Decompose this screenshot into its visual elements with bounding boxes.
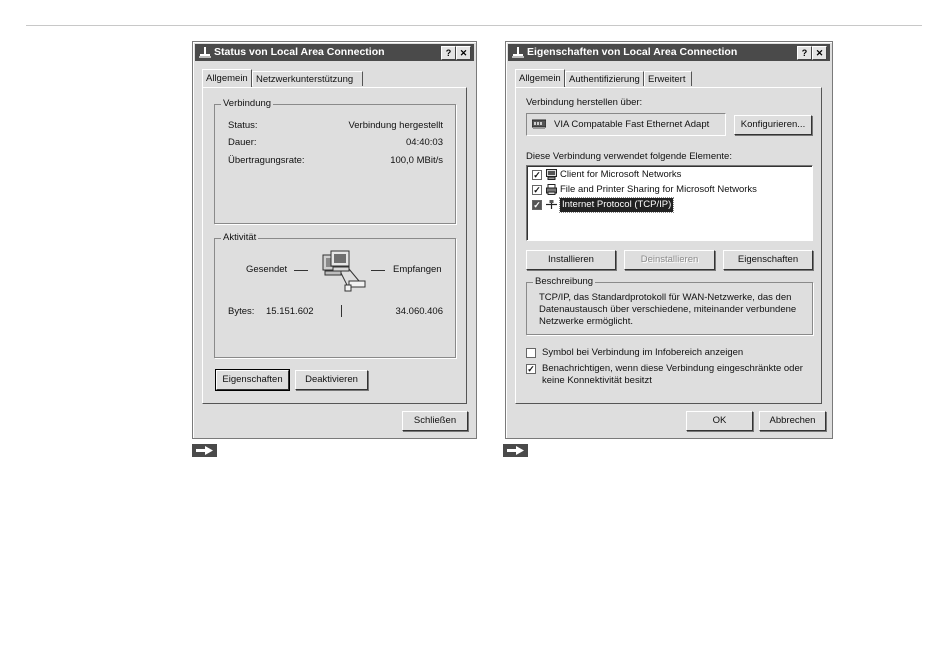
help-button[interactable]: ?: [797, 46, 812, 60]
deactivate-button[interactable]: Deaktivieren: [295, 370, 368, 390]
tab-authentifizierung[interactable]: Authentifizierung: [565, 71, 644, 86]
connection-group-label: Verbindung: [223, 98, 272, 109]
component-label: Internet Protocol (TCP/IP): [562, 199, 672, 210]
status-dialog-title: Status von Local Area Connection: [214, 46, 385, 58]
adapter-box: [526, 113, 726, 136]
network-connection-icon: [512, 47, 524, 58]
description-group-label: Beschreibung: [535, 276, 594, 287]
notify-label: Benachrichtigen, wenn diese Verbindung eingeschränkte oder keine Konnektivität besitzt: [542, 363, 803, 386]
component-label: File and Printer Sharing for Microsoft Networks: [560, 184, 757, 195]
close-icon[interactable]: ✕: [456, 46, 471, 60]
received-label: Empfangen: [393, 264, 442, 275]
close-icon[interactable]: ✕: [812, 46, 827, 60]
tab-netzwerkunterstuetzung[interactable]: Netzwerkunterstützung: [252, 71, 363, 86]
bytes-received-value: 34.060.406: [395, 306, 443, 317]
properties-tab-panel: [515, 87, 822, 404]
duration-value: 04:40:03: [406, 137, 443, 148]
component-checkbox[interactable]: ✓: [533, 200, 541, 210]
component-checkbox[interactable]: ✓: [533, 185, 541, 195]
arrow-right-icon: [192, 444, 217, 457]
description-text: TCP/IP, das Standardprotokoll für WAN-Netzwerke, das den Datenaustausch über verschiedene, miteinander verbundene Netzwerke ermöglicht.: [539, 292, 797, 327]
component-label: Client for Microsoft Networks: [560, 169, 682, 180]
components-label: Diese Verbindung verwendet folgende Elemente:: [526, 151, 732, 162]
activity-computers-icon: [321, 249, 367, 295]
components-list: [526, 165, 813, 241]
header-rule: [26, 25, 922, 26]
tab-allgemein[interactable]: Allgemein: [202, 69, 252, 87]
status-dialog: [192, 41, 477, 439]
status-value: Verbindung hergestellt: [348, 120, 443, 131]
connection-group: [214, 98, 456, 224]
printer-sharing-icon: [546, 184, 557, 195]
speed-value: 100,0 MBit/s: [390, 155, 443, 166]
properties-dialog-title: Eigenschaften von Local Area Connection: [527, 46, 738, 58]
description-group: [526, 276, 813, 335]
status-tab-panel: [202, 87, 467, 404]
tab-erweitert[interactable]: Erweitert: [644, 71, 692, 86]
connect-using-label: Verbindung herstellen über:: [526, 97, 643, 108]
status-label: Status:: [228, 120, 258, 131]
show-icon-checkbox[interactable]: [526, 348, 536, 358]
component-properties-button[interactable]: Eigenschaften: [723, 250, 813, 270]
bytes-sent-value: 15.151.602: [266, 306, 314, 317]
bytes-divider: [341, 305, 342, 317]
received-line: [371, 270, 385, 271]
cancel-button[interactable]: Abbrechen: [759, 411, 826, 431]
network-connection-icon: [199, 47, 211, 58]
duration-label: Dauer:: [228, 137, 257, 148]
close-button[interactable]: Schließen: [402, 411, 468, 431]
configure-button[interactable]: Konfigurieren...: [734, 115, 812, 135]
properties-dialog: [505, 41, 833, 439]
properties-dialog-titlebar[interactable]: [508, 44, 830, 61]
notify-checkbox[interactable]: ✓: [527, 364, 535, 374]
sent-line: [294, 270, 308, 271]
properties-button[interactable]: Eigenschaften: [216, 370, 289, 390]
activity-group: [214, 232, 456, 358]
show-icon-label: Symbol bei Verbindung im Infobereich anzeigen: [542, 347, 744, 358]
adapter-name: VIA Compatable Fast Ethernet Adapt: [554, 119, 710, 130]
sent-label: Gesendet: [246, 264, 288, 275]
bytes-label: Bytes:: [228, 306, 255, 317]
status-dialog-titlebar[interactable]: [195, 44, 474, 61]
help-button[interactable]: ?: [441, 46, 456, 60]
uninstall-button[interactable]: Deinstallieren: [624, 250, 715, 270]
ok-button[interactable]: OK: [686, 411, 753, 431]
arrow-right-icon: [503, 444, 528, 457]
tab-allgemein[interactable]: Allgemein: [515, 69, 565, 87]
protocol-icon: [546, 199, 557, 210]
activity-group-label: Aktivität: [223, 232, 257, 243]
network-adapter-icon: [532, 119, 546, 129]
client-network-icon: [546, 169, 557, 180]
speed-label: Übertragungsrate:: [228, 155, 305, 166]
install-button[interactable]: Installieren: [526, 250, 616, 270]
component-checkbox[interactable]: ✓: [533, 170, 541, 180]
